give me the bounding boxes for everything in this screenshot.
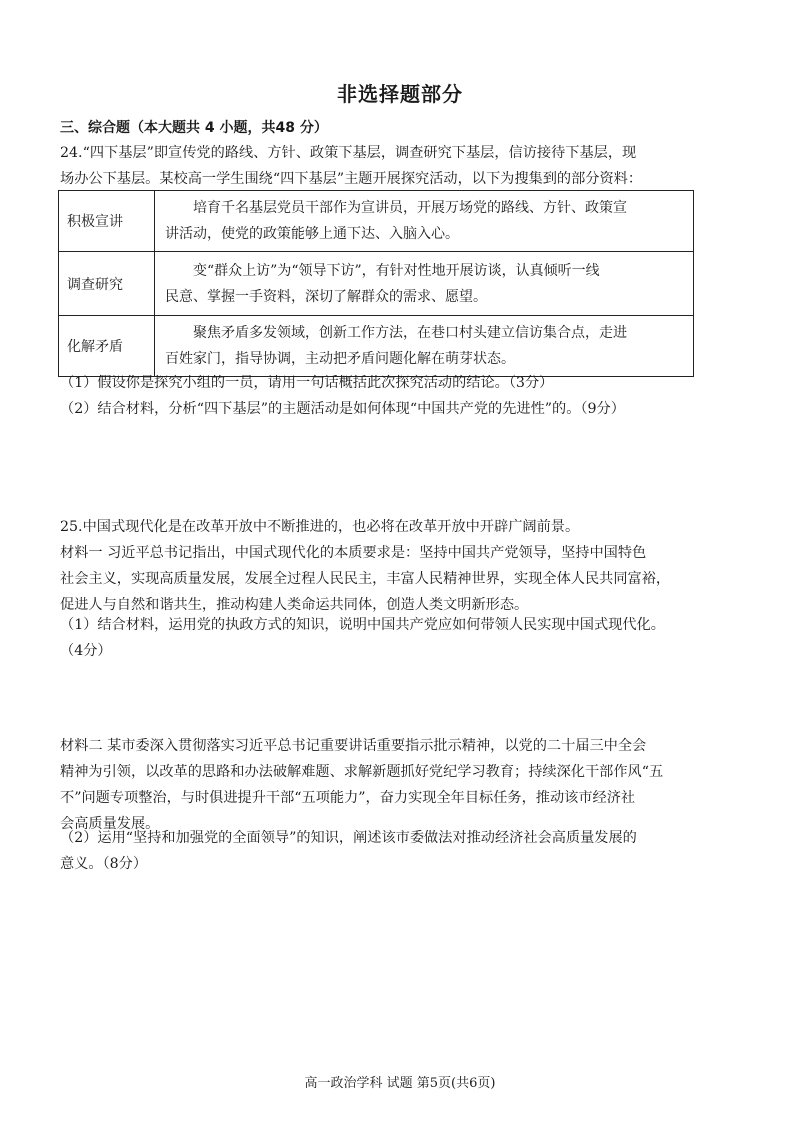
q25-material-2 bbox=[60, 733, 750, 837]
q25-intro: 25.中国式现代化是在改革开放中不断推进的，也必将在改革开放中开辟广阔前景。 bbox=[60, 519, 580, 535]
material-line: 精神为引领，以改革的思路和办法破解难题、求解新题抓好党纪学习教育；持续深化干部作风“五 bbox=[60, 764, 664, 780]
q24-subquestion-1: （1）假设你是探究小组的一员，请用一句话概括此次探究活动的结论。（3分） bbox=[60, 375, 554, 391]
table-row-line: 百姓家门，指导协调，主动把矛盾问题化解在萌芽状态。 bbox=[165, 351, 515, 367]
q25-material-1 bbox=[60, 540, 750, 618]
material-line: 社会主义，实现高质量发展，发展全过程人民民主，丰富人民精神世界，实现全体人民共同富裕， bbox=[60, 571, 671, 587]
material-line: 材料二 某市委深入贯彻落实习近平总书记重要讲话重要指示批示精神，以党的二十届三中全会 bbox=[60, 738, 647, 754]
table-row-line: 民意、掌握一手资料，深切了解群众的需求、愿望。 bbox=[165, 288, 487, 305]
subquestion-line: （4分） bbox=[60, 643, 112, 659]
table-row-content bbox=[155, 252, 694, 316]
table-row-label: 调查研究 bbox=[59, 252, 155, 316]
table-row bbox=[59, 316, 694, 377]
table-row-line: 变“群众上访”为“领导下访”，有针对性地开展访谈，认真倾听一线 bbox=[193, 262, 600, 279]
page-title: 非选择题部分 bbox=[337, 82, 463, 106]
table-row-content bbox=[155, 316, 694, 377]
table-row-label: 积极宣讲 bbox=[59, 191, 155, 252]
material-line: 促进人与自然和谐共生，推动构建人类命运共同体，创造人类文明新形态。 bbox=[60, 597, 529, 613]
material-line: 不”问题专项整治，与时俱进提升干部“五项能力”，奋力实现全年目标任务，推动该市经济社 bbox=[60, 790, 636, 806]
table-row-line: 聚焦矛盾多发领域，创新工作方法，在巷口村头建立信访集合点，走进 bbox=[193, 325, 627, 341]
table-row-label: 化解矛盾 bbox=[59, 316, 155, 377]
subquestion-line: （2）运用“坚持和加强党的全面领导”的知识，阐述该市委做法对推动经济社会高质量发展的 bbox=[60, 830, 637, 846]
q24-subquestion-2: （2）结合材料，分析“四下基层”的主题活动是如何体现“中国共产党的先进性”的。（9分） bbox=[60, 401, 625, 417]
table-row bbox=[59, 252, 694, 316]
page-footer: 高一政治学科 试题 第5页(共6页) bbox=[304, 1076, 496, 1091]
material-line: 材料一 习近平总书记指出，中国式现代化的本质要求是：坚持中国共产党领导，坚持中国特色 bbox=[60, 545, 647, 561]
q25-subquestion-1 bbox=[60, 612, 750, 664]
table-row bbox=[59, 191, 694, 252]
q24-intro-line: 24.“四下基层”即宣传党的路线、方针、政策下基层，调查研究下基层，信访接待下基层，现 bbox=[60, 145, 637, 161]
table-row-content bbox=[155, 191, 694, 252]
section-heading: 三、综合题（本大题共 4 小题，共48 分） bbox=[60, 120, 328, 136]
q24-intro-line: 场办公下基层。某校高一学生围绕“四下基层”主题开展探究活动，以下为搜集到的部分资料： bbox=[60, 171, 643, 187]
table-row-line: 讲活动，使党的政策能够上通下达、入脑入心。 bbox=[165, 226, 459, 242]
subquestion-line: 意义。（8分） bbox=[60, 856, 148, 872]
q24-material-table bbox=[58, 190, 694, 377]
q24-intro bbox=[60, 140, 750, 192]
table-row-line: 培育千名基层党员干部作为宣讲员，开展万场党的路线、方针、政策宣 bbox=[193, 200, 627, 216]
subquestion-line: （1）结合材料，运用党的执政方式的知识，说明中国共产党应如何带领人民实现中国式现代化。 bbox=[60, 617, 665, 633]
material-line: 会高质量发展。 bbox=[60, 816, 160, 832]
q25-subquestion-2 bbox=[60, 825, 750, 877]
